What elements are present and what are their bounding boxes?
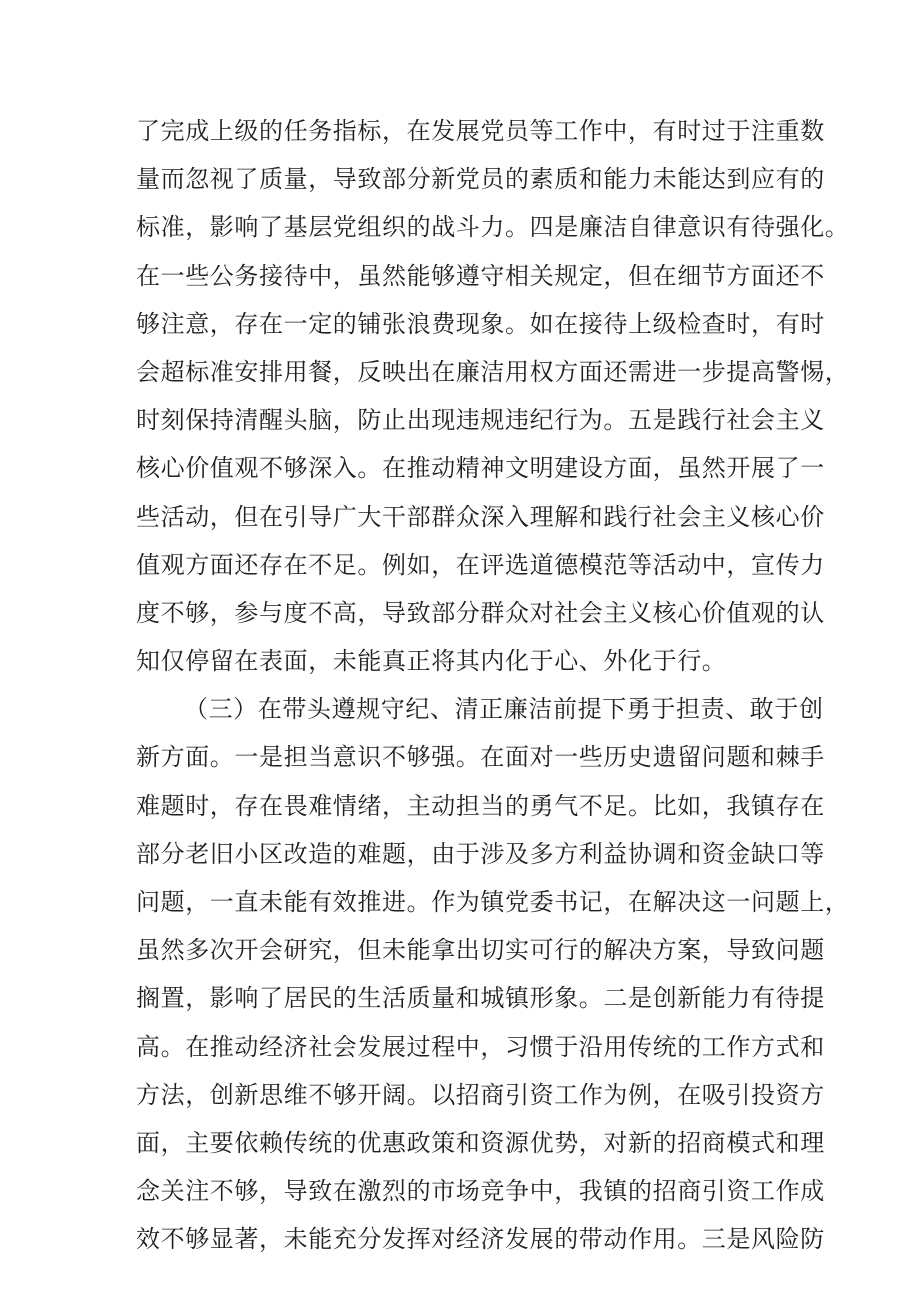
text-line: 问题，一直未能有效推进。作为镇党委书记，在解决这一问题上， [136, 888, 850, 916]
text-line: 难题时，存在畏难情绪，主动担当的勇气不足。比如，我镇存在 [136, 791, 825, 820]
text-line: 部分老旧小区改造的难题，由于涉及多方利益协调和资金缺口等 [136, 839, 825, 868]
text-line: 标准，影响了基层党组织的战斗力。四是廉洁自律意识有待强化。 [136, 213, 850, 242]
text-line: 够注意，存在一定的铺张浪费现象。如在接待上级检查时，有时 [136, 309, 825, 338]
text-line: 搁置，影响了居民的生活质量和城镇形象。二是创新能力有待提 [136, 984, 825, 1013]
text-line: 核心价值观不够深入。在推动精神文明建设方面，虽然开展了一 [136, 454, 825, 483]
text-line: 量而忽视了质量，导致部分新党员的素质和能力未能达到应有的 [136, 165, 825, 194]
text-line: 些活动，但在引导广大干部群众深入理解和践行社会主义核心价 [136, 502, 825, 531]
text-line: 时刻保持清醒头脑，防止出现违规违纪行为。五是践行社会主义 [136, 406, 825, 435]
document-body-text [136, 107, 850, 1264]
text-line: 在一些公务接待中，虽然能够遵守相关规定，但在细节方面还不 [136, 261, 825, 290]
text-line: 面，主要依赖传统的优惠政策和资源优势，对新的招商模式和理 [136, 1128, 825, 1157]
text-line: 新方面。一是担当意识不够强。在面对一些历史遗留问题和棘手 [136, 743, 825, 772]
text-line: 值观方面还存在不足。例如，在评选道德模范等活动中，宣传力 [136, 550, 825, 579]
text-line: 虽然多次开会研究，但未能拿出切实可行的解决方案，导致问题 [136, 936, 825, 965]
text-line: 效不够显著，未能充分发挥对经济发展的带动作用。三是风险防 [136, 1225, 825, 1254]
text-line: 高。在推动经济社会发展过程中，习惯于沿用传统的工作方式和 [136, 1032, 825, 1061]
text-line: 方法，创新思维不够开阔。以招商引资工作为例，在吸引投资方 [136, 1080, 825, 1109]
text-line: 了完成上级的任务指标，在发展党员等工作中，有时过于注重数 [136, 117, 825, 145]
text-line: 会超标准安排用餐，反映出在廉洁用权方面还需进一步提高警惕， [136, 357, 850, 386]
section-heading-line: （三）在带头遵规守纪、清正廉洁前提下勇于担责、敢于创 [184, 695, 824, 724]
text-line: 度不够，参与度不高，导致部分群众对社会主义核心价值观的认 [136, 598, 825, 627]
text-line: 念关注不够，导致在激烈的市场竞争中，我镇的招商引资工作成 [136, 1177, 825, 1206]
text-line: 知仅停留在表面，未能真正将其内化于心、外化于行。 [136, 647, 727, 676]
